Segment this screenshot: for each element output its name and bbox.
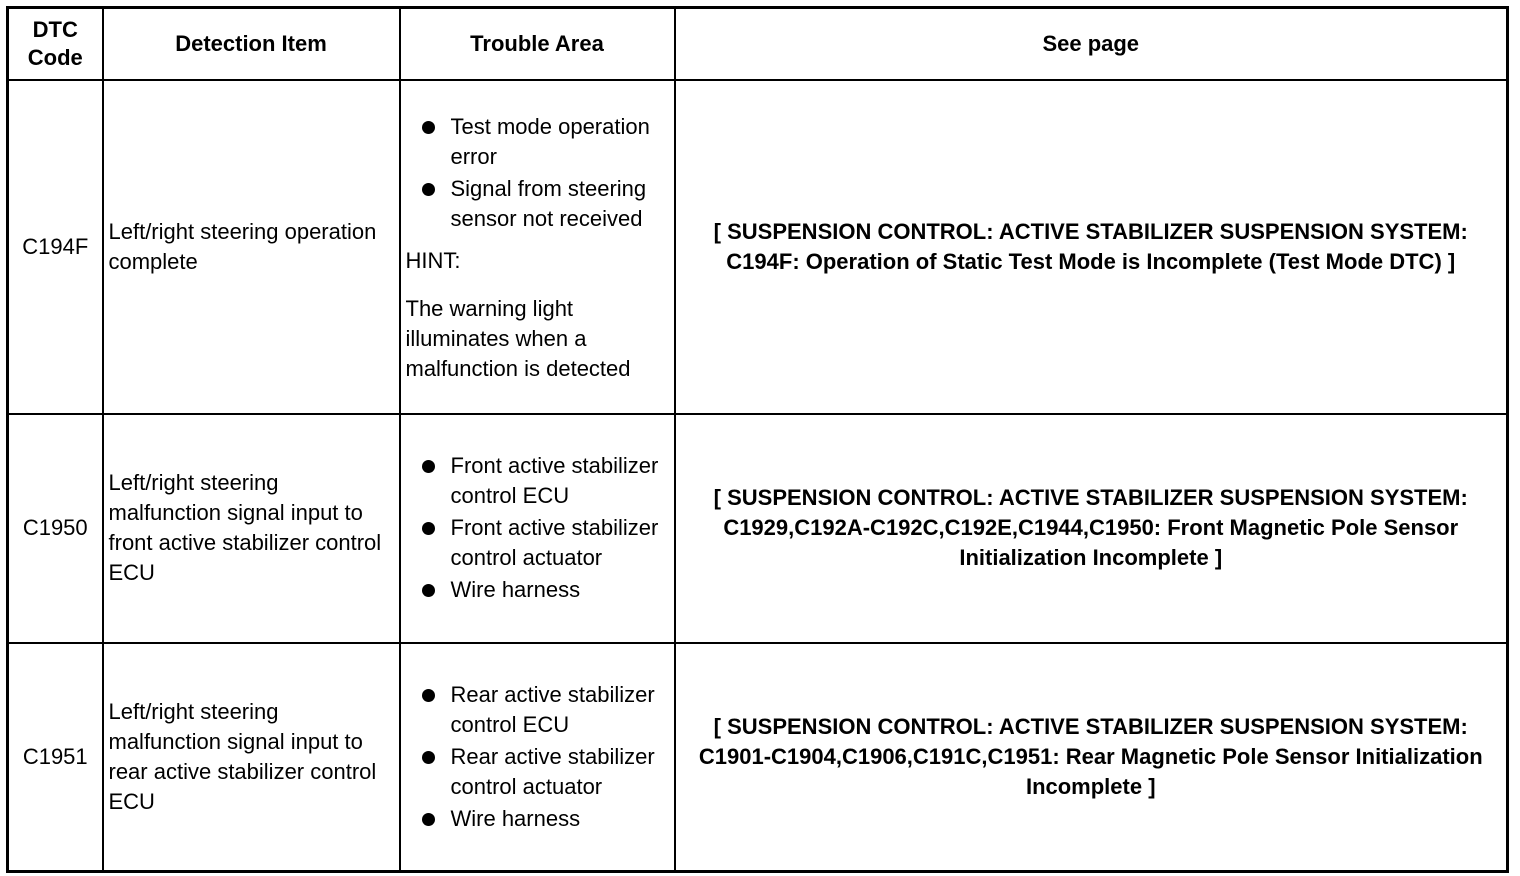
header-trouble-area: Trouble Area — [400, 8, 675, 80]
see-page-link[interactable]: [ SUSPENSION CONTROL: ACTIVE STABILIZER SUSPENSION SYSTEM: C194F: Operation of Static Test Mode is Incomplete (Test Mode DTC) ] — [675, 80, 1508, 414]
hint-text: The warning light illuminates when a malfunction is detected — [405, 295, 631, 381]
dtc-code-cell: C194F — [8, 80, 103, 414]
dtc-table — [6, 6, 1509, 873]
see-page-link[interactable]: [ SUSPENSION CONTROL: ACTIVE STABILIZER SUSPENSION SYSTEM: C1901-C1904,C1906,C191C,C1951: Rear Magnetic Pole Sensor Initialization Incomplete ] — [675, 643, 1508, 872]
trouble-area-list — [406, 112, 669, 234]
table-row — [8, 643, 1508, 872]
trouble-area-cell — [400, 414, 675, 643]
detection-item-cell: Left/right steering malfunction signal input to rear active stabilizer control ECU — [103, 643, 400, 872]
list-item: Front active stabilizer control actuator — [406, 513, 669, 573]
list-item: Rear active stabilizer control ECU — [406, 680, 669, 740]
trouble-area-cell — [400, 643, 675, 872]
trouble-area-list — [406, 451, 669, 605]
list-item: Wire harness — [406, 575, 669, 605]
hint-label: HINT: — [405, 247, 461, 273]
see-page-link[interactable]: [ SUSPENSION CONTROL: ACTIVE STABILIZER SUSPENSION SYSTEM: C1929,C192A-C192C,C192E,C1944,C1950: Front Magnetic Pole Sensor Initialization Incomplete ] — [675, 414, 1508, 643]
header-see-page: See page — [675, 8, 1508, 80]
dtc-code-cell: C1951 — [8, 643, 103, 872]
list-item: Wire harness — [406, 804, 669, 834]
dtc-code-cell: C1950 — [8, 414, 103, 643]
header-detection-item: Detection Item — [103, 8, 400, 80]
detection-item-cell: Left/right steering malfunction signal input to front active stabilizer control ECU — [103, 414, 400, 643]
list-item: Test mode operation error — [406, 112, 669, 172]
detection-item-cell: Left/right steering operation complete — [103, 80, 400, 414]
list-item: Rear active stabilizer control actuator — [406, 742, 669, 802]
table-row — [8, 414, 1508, 643]
table-header-row — [8, 8, 1508, 80]
table-row — [8, 80, 1508, 414]
trouble-area-list — [406, 680, 669, 834]
list-item: Front active stabilizer control ECU — [406, 451, 669, 511]
list-item: Signal from steering sensor not received — [406, 174, 669, 234]
header-dtc-code: DTC Code — [8, 8, 103, 80]
trouble-area-cell — [400, 80, 675, 414]
